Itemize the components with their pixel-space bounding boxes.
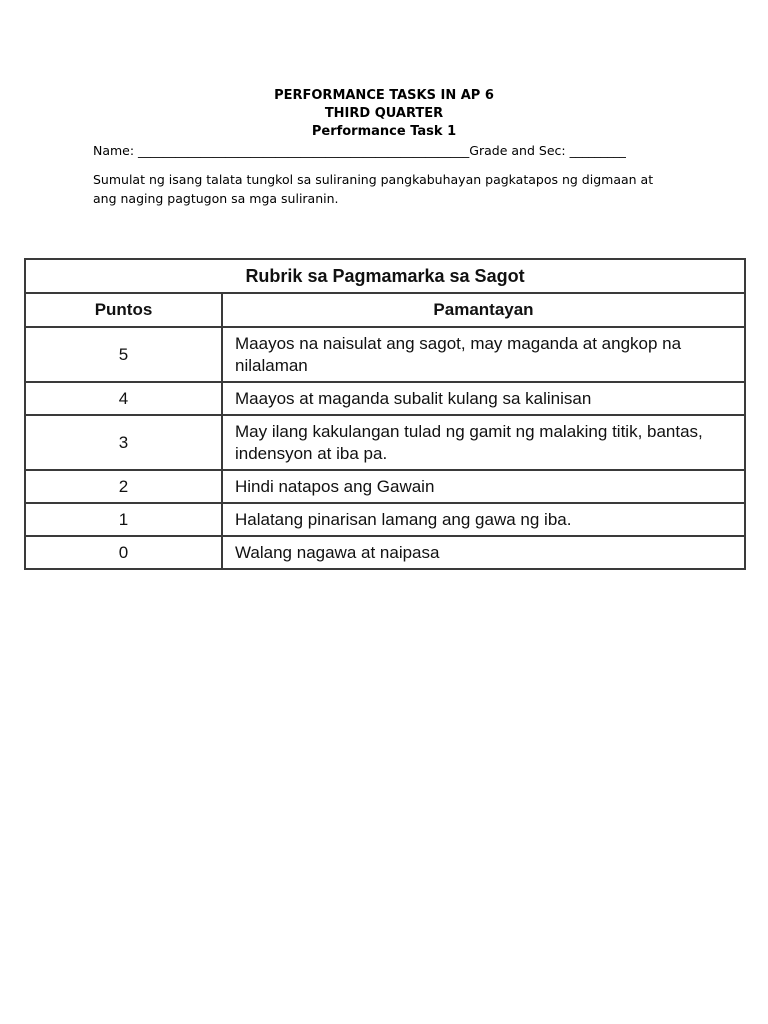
rubric-header-score: Puntos <box>25 293 222 327</box>
rubric-criteria: Halatang pinarisan lamang ang gawa ng iba. <box>222 503 745 536</box>
name-grade-line: Name: _____________________________________________________Grade and Sec: _________ <box>93 143 626 158</box>
rubric-score: 4 <box>25 382 222 415</box>
rubric-title: Rubrik sa Pagmamarka sa Sagot <box>25 259 745 293</box>
rubric-row <box>25 470 745 503</box>
rubric-row <box>25 503 745 536</box>
rubric-criteria: Maayos na naisulat ang sagot, may maganda at angkop na nilalaman <box>222 327 745 382</box>
rubric-criteria: Maayos at maganda subalit kulang sa kalinisan <box>222 382 745 415</box>
rubric-criteria: May ilang kakulangan tulad ng gamit ng malaking titik, bantas, indensyon at iba pa. <box>222 415 745 470</box>
rubric-score: 3 <box>25 415 222 470</box>
header-task: Performance Task 1 <box>311 124 457 139</box>
rubric-criteria: Walang nagawa at naipasa <box>222 536 745 569</box>
rubric-score: 0 <box>25 536 222 569</box>
rubric-row <box>25 382 745 415</box>
rubric-header-criteria: Pamantayan <box>222 293 745 327</box>
rubric-row <box>25 327 745 382</box>
rubric-table <box>24 258 746 570</box>
rubric-criteria: Hindi natapos ang Gawain <box>222 470 745 503</box>
instructions-paragraph: Sumulat ng isang talata tungkol sa suliraning pangkabuhayan pagkatapos ng digmaan at ang naging pagtugon sa mga suliranin. <box>93 172 654 206</box>
rubric-score: 2 <box>25 470 222 503</box>
header-title: PERFORMANCE TASKS IN AP 6 <box>274 88 494 103</box>
rubric-row <box>25 415 745 470</box>
header-quarter: THIRD QUARTER <box>324 106 444 121</box>
rubric-row <box>25 536 745 569</box>
rubric-score: 1 <box>25 503 222 536</box>
document-header <box>0 87 768 141</box>
rubric-score: 5 <box>25 327 222 382</box>
